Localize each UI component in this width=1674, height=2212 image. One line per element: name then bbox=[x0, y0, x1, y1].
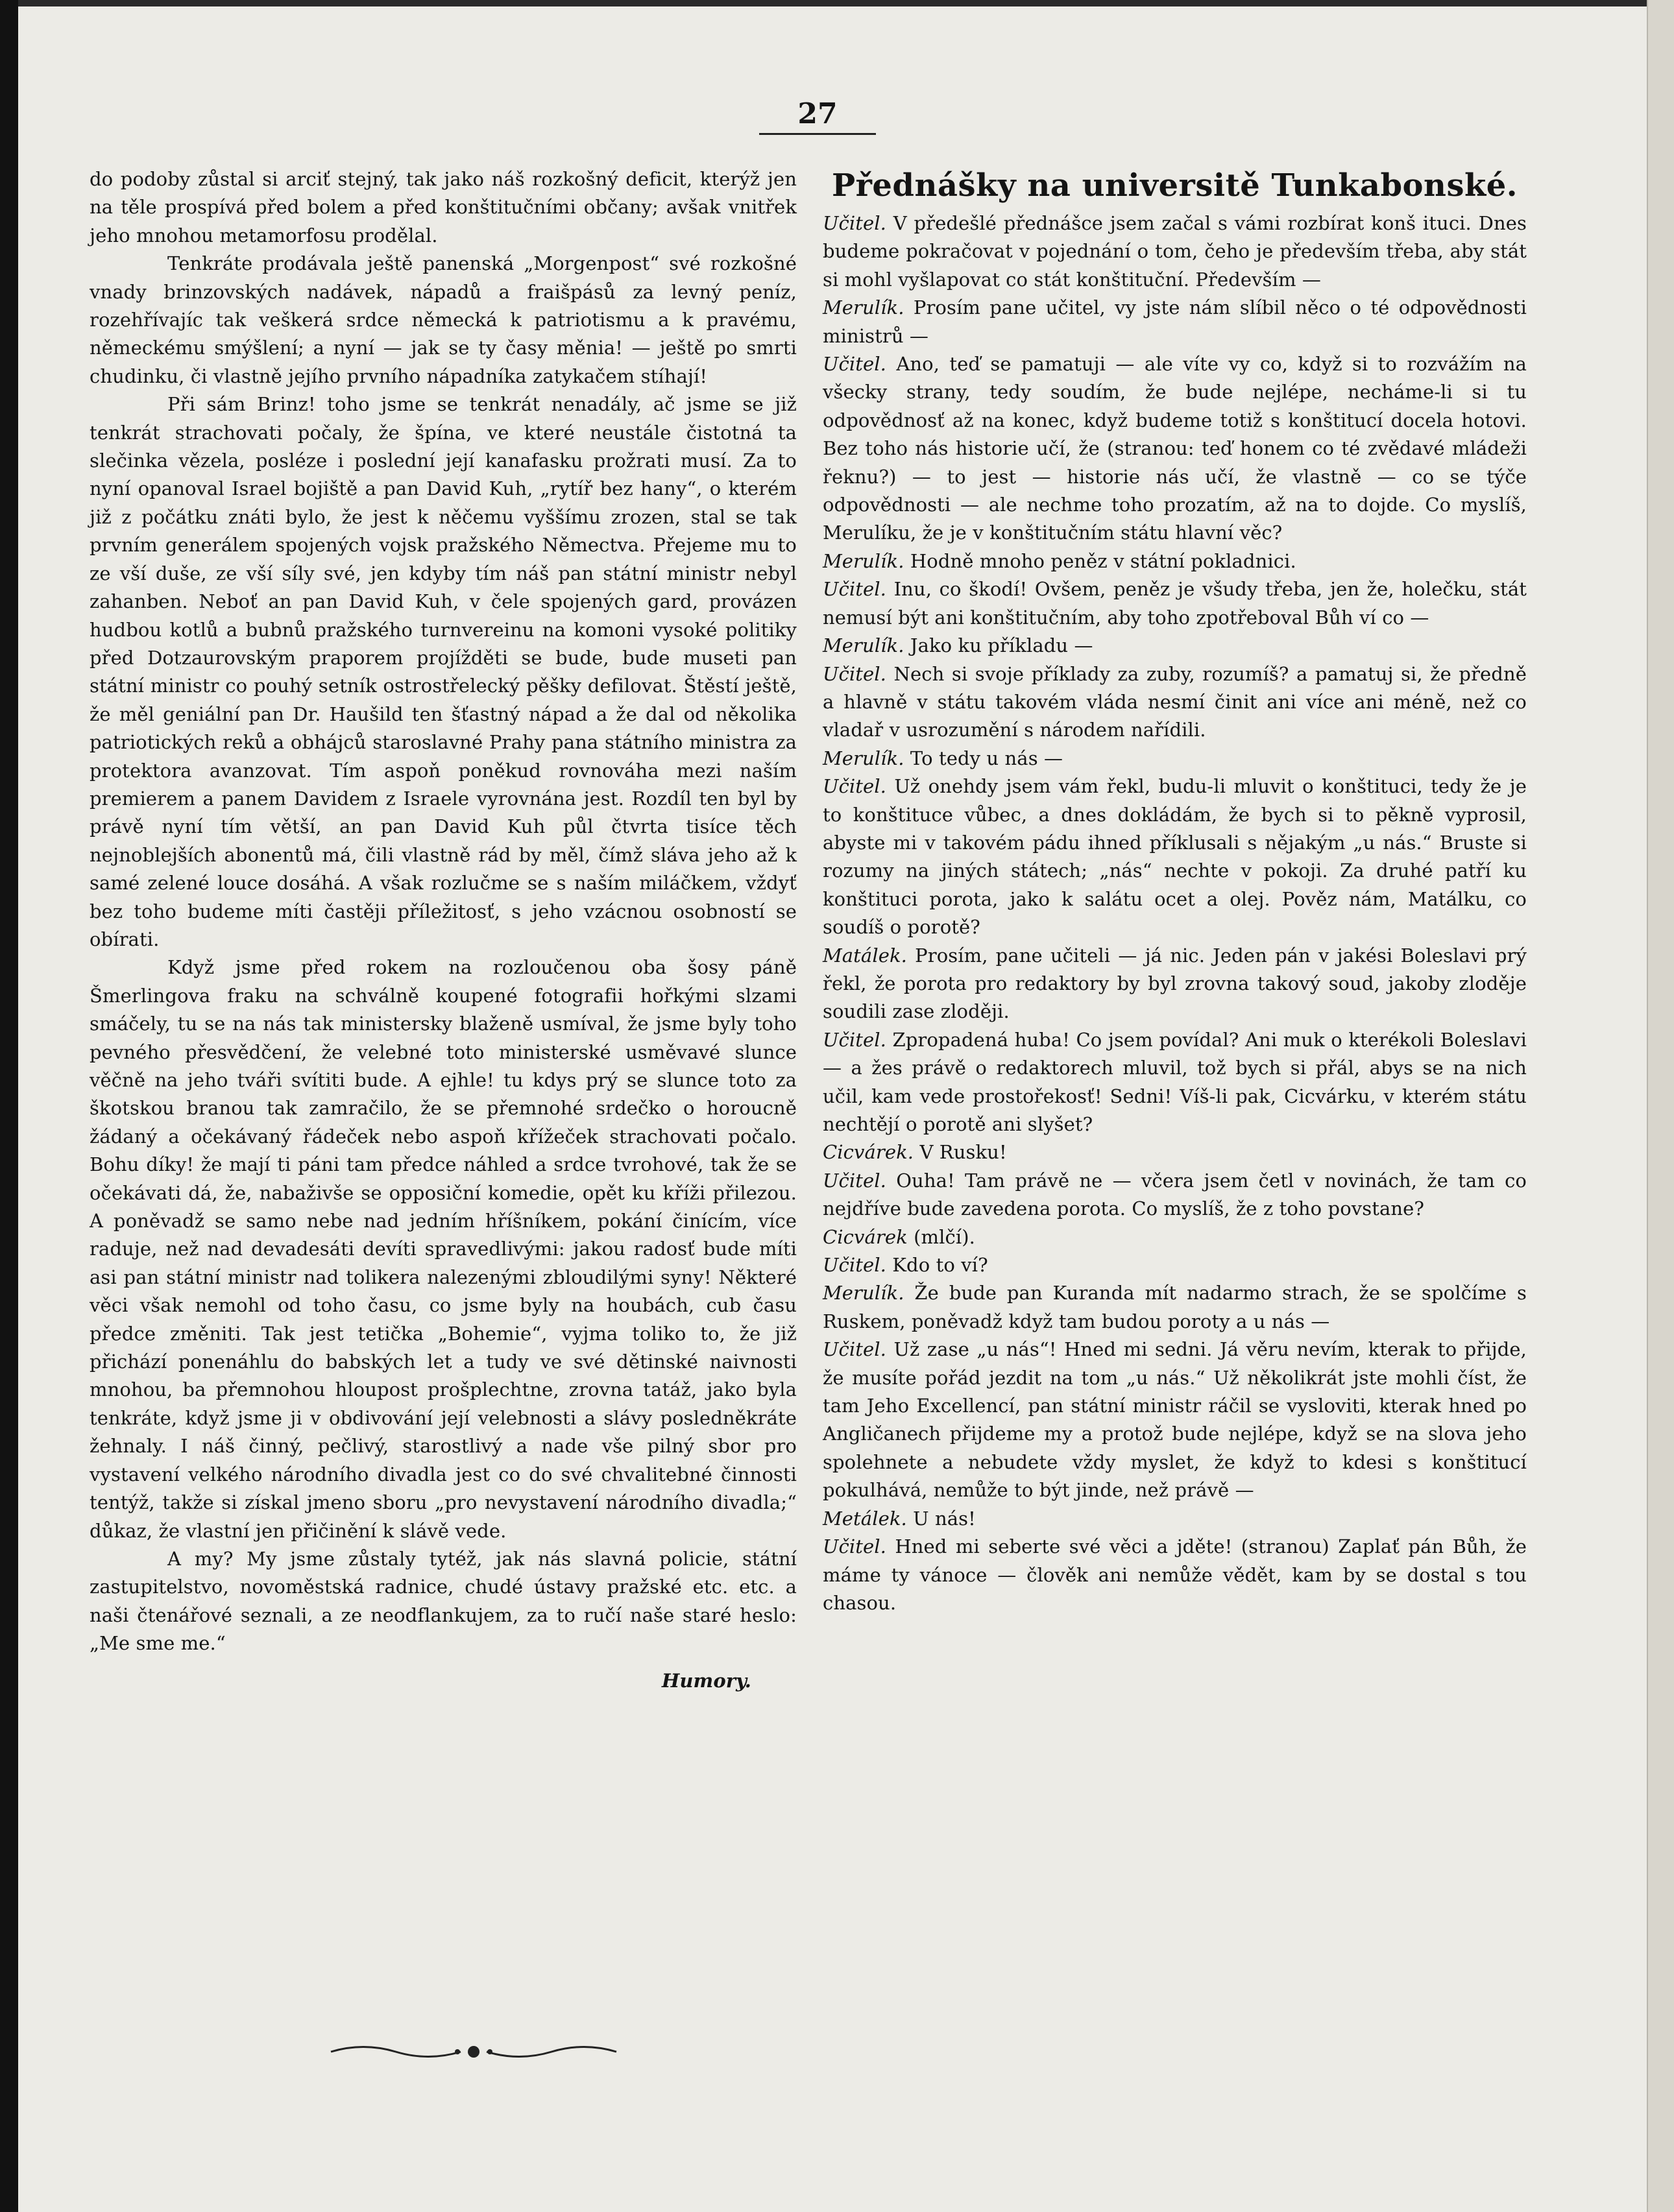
dialogue-text: V předešlé přednášce jsem začal s vámi rozbírat konš ituci. Dnes budeme pokračovat v pojednání o tom, čeho je především třeba, aby stát si mohl vyšlapovat co stát konštituční. Především — bbox=[823, 212, 1527, 291]
left-column bbox=[90, 165, 797, 1695]
left-paragraph-3: Při sám Brinz! toho jsme se tenkrát nenadály, ač jsme se již tenkrát strachovati počaly, že špína, ve které neustále čistotná ta slečinka vězela, posléze i poslední její kanafasku prožrati musí. Za to nyní opanoval Israel bojiště a pan David Kuh, „rytíř bez hany“, o kterém již z počátku znáti bylo, že jest k něčemu vyššímu zrozen, stal se tak prvním generálem spojených vojsk pražského Němectva. Přejeme mu to ze vší duše, ze vší síly své, jen kdyby tím náš pan státní ministr nebyl zahanben. Neboť an pan David Kuh, v čele spojených gard, provázen hudbou kotlů a bubnů pražského turnvereinu na komoni vysoké politiky před Dotzaurovským praporem projížděti se bude, bude museti pan státní ministr co pouhý setník ostrostřelecký pěšky defilovat. Štěstí ještě, že měl geniální pan Dr. Haušild ten šťastný nápad a že dal od několika patriotických reků a obhájců staroslavné Prahy pana státního ministra za protektora avanzovat. Tím aspoň poněkud rovnováha mezi naším premierem a panem Davidem z Israele vyrovnána jest. Rozdíl ten byl by právě nyní tím větší, an pan David Kuh půl čtvrta tisíce těch nejnoblejších abonentů má, čili vlastně rád by měl, čímž sláva jeho až k samé zelené louce dosáhá. A však rozlučme se s naším miláčkem, vždyť bez toho budeme míti častěji příležitosť, s jeho vzácnou osobností se obírati. bbox=[90, 393, 797, 950]
article-title: Přednášky na universitě Tunkabonské. bbox=[832, 167, 1518, 204]
dialogue-speaker: Merulík. bbox=[823, 634, 904, 657]
dialogue bbox=[823, 210, 1527, 1617]
left-paragraph-1: do podoby zůstal si arciť stejný, tak jako náš rozkošný deficit, kterýž jen na těle prospívá před bolem a před konštitučními občany; avšak vnitřek jeho mnohou metamorfosu prodělal. bbox=[90, 168, 797, 246]
scan-top-edge bbox=[0, 0, 1674, 6]
left-paragraph-5: A my? My jsme zůstaly tytéž, jak nás slavná policie, státní zastupitelstvo, novoměstská radnice, chudé ústavy pražské etc. etc. a naši čtenářové seznali, a ze neodflankujem, za to ručí naše staré heslo: „Me sme me.“ bbox=[90, 1547, 797, 1655]
dialogue-line bbox=[823, 210, 1527, 294]
dialogue-speaker: Merulík. bbox=[823, 549, 904, 572]
dialogue-text: Hned mi seberte své věci a jděte! (stranou) Zaplať pán Bůh, že máme ty vánoce — člověk ani nemůže vědět, kam by se dostal s tou chasou. bbox=[823, 1535, 1527, 1614]
right-column bbox=[823, 165, 1527, 1617]
dialogue-speaker: Učitel. bbox=[823, 353, 886, 376]
dialogue-speaker: Učitel. bbox=[823, 212, 886, 234]
dialogue-text: To tedy u nás — bbox=[910, 747, 1063, 769]
dialogue-speaker: Merulík. bbox=[823, 296, 904, 319]
dialogue-speaker: Cicvárek. bbox=[823, 1141, 914, 1164]
dialogue-line bbox=[823, 1336, 1527, 1504]
dialogue-text: Ano, teď se pamatuji — ale víte vy co, když si to rozvážím na všecky strany, tedy soudím, že bude nejlépe, necháme-li si tu odpovědnosť až na konec, když budeme totiž s konštitucí docela hotovi. Bez toho nás historie učí, že (stranou: teď honem co té zvědavé mládeži řeknu?) — to jest — historie nás učí, že vlastně — co se týče odpovědnosti — ale nechme toho prozatím, až na to dojde. Co myslíš, Merulíku, že je v konštitučním státu hlavní věc? bbox=[823, 353, 1527, 544]
dialogue-text: Kdo to ví? bbox=[892, 1254, 988, 1277]
dialogue-speaker: Učitel. bbox=[823, 1338, 886, 1361]
dialogue-speaker: Učitel. bbox=[823, 578, 886, 601]
dialogue-text: V Rusku! bbox=[919, 1141, 1007, 1164]
dialogue-text: Že bude pan Kuranda mít nadarmo strach, že se spolčíme s Ruskem, poněvadž když tam budou poroty a u nás — bbox=[823, 1282, 1527, 1332]
dialogue-text: Prosím pane učitel, vy jste nám slíbil něco o té odpovědnosti ministrů — bbox=[823, 296, 1527, 347]
dialogue-speaker: Učitel. bbox=[823, 1254, 886, 1277]
dialogue-text: Inu, co škodí! Ovšem, peněz je všudy třeba, jen že, holečku, stát nemusí být ani konštitučním, aby toho zpotřeboval Bůh ví co — bbox=[823, 578, 1527, 629]
dialogue-text: Už zase „u nás“! Hned mi sedni. Já věru nevím, kterak to přijde, že musíte pořád jezdit na tom „u nás.“ Už několikrát jste mohli číst, že tam Jeho Excellencí, pan státní ministr ráčil se vysloviti, kterak hned po Angličanech přijdeme my a protož bude nejlépe, když se na slova jeho spolehnete a nebudete vždy myslet, že když to kdesi s konštitucí pokulhává, nemůže to být jinde, než právě — bbox=[823, 1338, 1527, 1502]
dialogue-line bbox=[823, 575, 1527, 632]
dialogue-speaker: Cicvárek bbox=[823, 1225, 908, 1248]
dialogue-line bbox=[823, 1533, 1527, 1617]
dialogue-speaker: Merulík. bbox=[823, 747, 904, 769]
dialogue-text: U nás! bbox=[913, 1507, 976, 1530]
dialogue-text: Ouha! Tam právě ne — včera jsem četl v novinách, že tam co nejdříve bude zavedena porota. Co myslíš, že z toho povstane? bbox=[823, 1169, 1527, 1220]
scan-right-edge bbox=[1647, 0, 1674, 2212]
dialogue-text: Jako ku příkladu — bbox=[910, 634, 1093, 657]
dialogue-line bbox=[823, 350, 1527, 547]
article-signature: Humory. bbox=[661, 1669, 751, 1692]
dialogue-line bbox=[823, 547, 1527, 575]
dialogue-line bbox=[823, 942, 1527, 1026]
ornament-divider bbox=[324, 2036, 623, 2068]
dialogue-line bbox=[823, 294, 1527, 350]
dialogue-text: Už onehdy jsem vám řekl, budu-li mluvit o konštituci, tedy že je to konštituce vůbec, a dnes dokládám, že bych si to pěkně vyprosil, abyste mi v takovém pádu ihned příklusali s nějakým „u nás.“ Bruste si rozumy na jiných státech; „nás“ nechte v pokoji. Za druhé patří ku konštituci porota, jako k salátu ocet a olej. Pověz nám, Matálku, co soudíš o porotě? bbox=[823, 775, 1527, 939]
dialogue-text: Zpropadená huba! Co jsem povídal? Ani muk o kterékoli Boleslavi — a žes právě o redaktorech mluvil, tož bych si přál, abys se na nich učil, kam vede prostořekosť! Sedni! Víš-li pak, Cicvárku, v kterém státu nechtějí o porotě ani slyšet? bbox=[823, 1028, 1527, 1135]
dialogue-speaker: Merulík. bbox=[823, 1282, 904, 1304]
dialogue-speaker: Matálek. bbox=[823, 944, 907, 967]
dialogue-line bbox=[823, 773, 1527, 941]
dialogue-speaker: Učitel. bbox=[823, 1028, 886, 1051]
dialogue-text: Hodně mnoho peněz v státní pokladnici. bbox=[910, 549, 1296, 572]
dialogue-line bbox=[823, 1026, 1527, 1139]
dialogue-line bbox=[823, 1251, 1527, 1279]
left-paragraph-2: Tenkráte prodávala ještě panenská „Morgenpost“ své rozkošné vnady brinzovských nadávek, nápadů a fraišpásů za levný peníz, rozehřívajíc tak veškerá srdce německá k patriotismu a k pravému, německému smýšlení; a nyní — jak se ty časy měnia! — ještě po smrti chudinku, či vlastně jejího prvního nápadníka zatykačem stíhají! bbox=[90, 252, 797, 387]
dialogue-text: Nech si svoje příklady za zuby, rozumíš? a pamatuj si, že předně a hlavně v státu takovém vláda nesmí činit ani více ani méně, než co vladař v usrozumění s národem nařídili. bbox=[823, 662, 1527, 741]
scan-left-edge bbox=[0, 0, 18, 2212]
dialogue-speaker: Učitel. bbox=[823, 662, 886, 685]
dialogue-line bbox=[823, 1223, 1527, 1251]
dialogue-line bbox=[823, 745, 1527, 773]
dialogue-speaker: Učitel. bbox=[823, 1535, 886, 1558]
dialogue-line bbox=[823, 1279, 1527, 1336]
dialogue-speaker: Metálek. bbox=[823, 1507, 907, 1530]
dialogue-speaker: Učitel. bbox=[823, 775, 886, 798]
dialogue-line bbox=[823, 1138, 1527, 1166]
dialogue-text: Prosím, pane učiteli — já nic. Jeden pán v jakési Boleslavi prý řekl, že porota pro redaktory by byl zrovna takový soud, jakoby zloděje soudili zase zloději. bbox=[823, 944, 1527, 1023]
dialogue-line bbox=[823, 632, 1527, 660]
left-paragraph-4: Když jsme před rokem na rozloučenou oba šosy páně Šmerlingova fraku na schválně koupené fotografii hořkými slzami smáčely, tu se na nás tak ministersky blaženě usmíval, že jsme byly toho pevného přesvědčení, že velebné toto ministerské usměvavé slunce věčně na jeho tváři svítiti bude. A ejhle! tu kdys prý se slunce toto za škotskou branou tak zamračilo, že se přemnohé srdečko o horoucně žádaný a očekávaný řádeček nebo aspoň křížeček strachovati počalo. Bohu díky! že mají ti páni tam předce náhled a srdce tvrohové, tak že se očekávati dá, že, nabaživše se opposiční komedie, opět ku kříži přilezou. A poněvadž se samo nebe nad jedním hříšníkem, pokání činícím, více raduje, než nad devadesáti devíti spravedlivými: jakou radosť bude míti asi pan státní ministr nad tolikera nalezenými zbloudilými syny! Některé věci však nemohl od toho času, co jsme byly na houbách, cub času předce změniti. Tak jest tetička „Bohemie“, vyjma toliko to, že již přichází ponenáhlu do babských let a tudy ve své dětinské naivnosti mnohou, ba přemnohou hloupost prošplechtne, zrovna tatáž, jako byla tenkráte, když jsme ji v obdivování její velebnosti a slávy posledněkráte žehnaly. I náš činný, pečlivý, starostlivý a nade vše pilný sbor pro vystavení velkého národního divadla jest co do své chvalitebné činnosti tentýž, takže si získal jmeno sboru „pro nevystavení národního divadla;“ důkaz, že vlastní jen přičinění k slávě vede. bbox=[90, 956, 797, 1542]
dialogue-line bbox=[823, 1505, 1527, 1533]
dialogue-text: (mlčí). bbox=[914, 1225, 975, 1248]
dialogue-speaker: Učitel. bbox=[823, 1169, 886, 1192]
page-number: 27 bbox=[759, 97, 876, 135]
dialogue-line bbox=[823, 660, 1527, 745]
dialogue-line bbox=[823, 1167, 1527, 1223]
